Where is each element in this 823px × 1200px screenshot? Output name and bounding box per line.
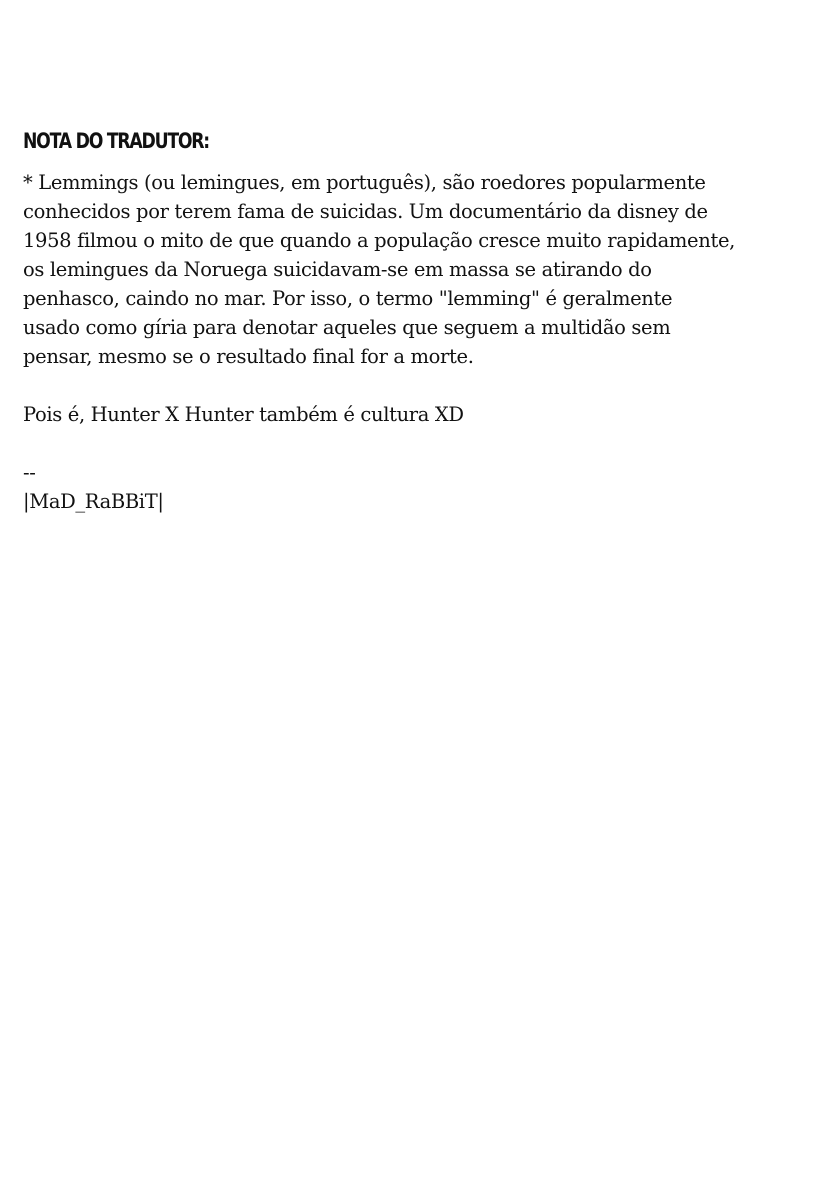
note-heading: NOTA DO TRADUTOR: [23,129,209,153]
paragraph-line: os lemingues da Noruega suicidavam-se em massa se atirando do [23,258,652,281]
paragraph-line: penhasco, caindo no mar. Por isso, o termo "lemming" é geralmente [23,287,673,310]
paragraph-line: 1958 filmou o mito de que quando a população cresce muito rapidamente, [23,229,735,252]
paragraph-gap [23,429,813,458]
paragraph-line: * Lemmings (ou lemingues, em português), são roedores popularmente [23,171,706,194]
paragraph-line: usado como gíria para denotar aqueles que seguem a multidão sem [23,316,671,339]
signature: |MaD_RaBBiT| [23,490,164,513]
paragraph-gap [23,371,813,400]
paragraph-line: conhecidos por terem fama de suicidas. Um documentário da disney de [23,200,708,223]
paragraph-line: pensar, mesmo se o resultado final for a morte. [23,345,474,368]
separator: -- [23,461,36,484]
remark-line: Pois é, Hunter X Hunter também é cultura XD [23,403,464,426]
note-body [23,168,813,516]
